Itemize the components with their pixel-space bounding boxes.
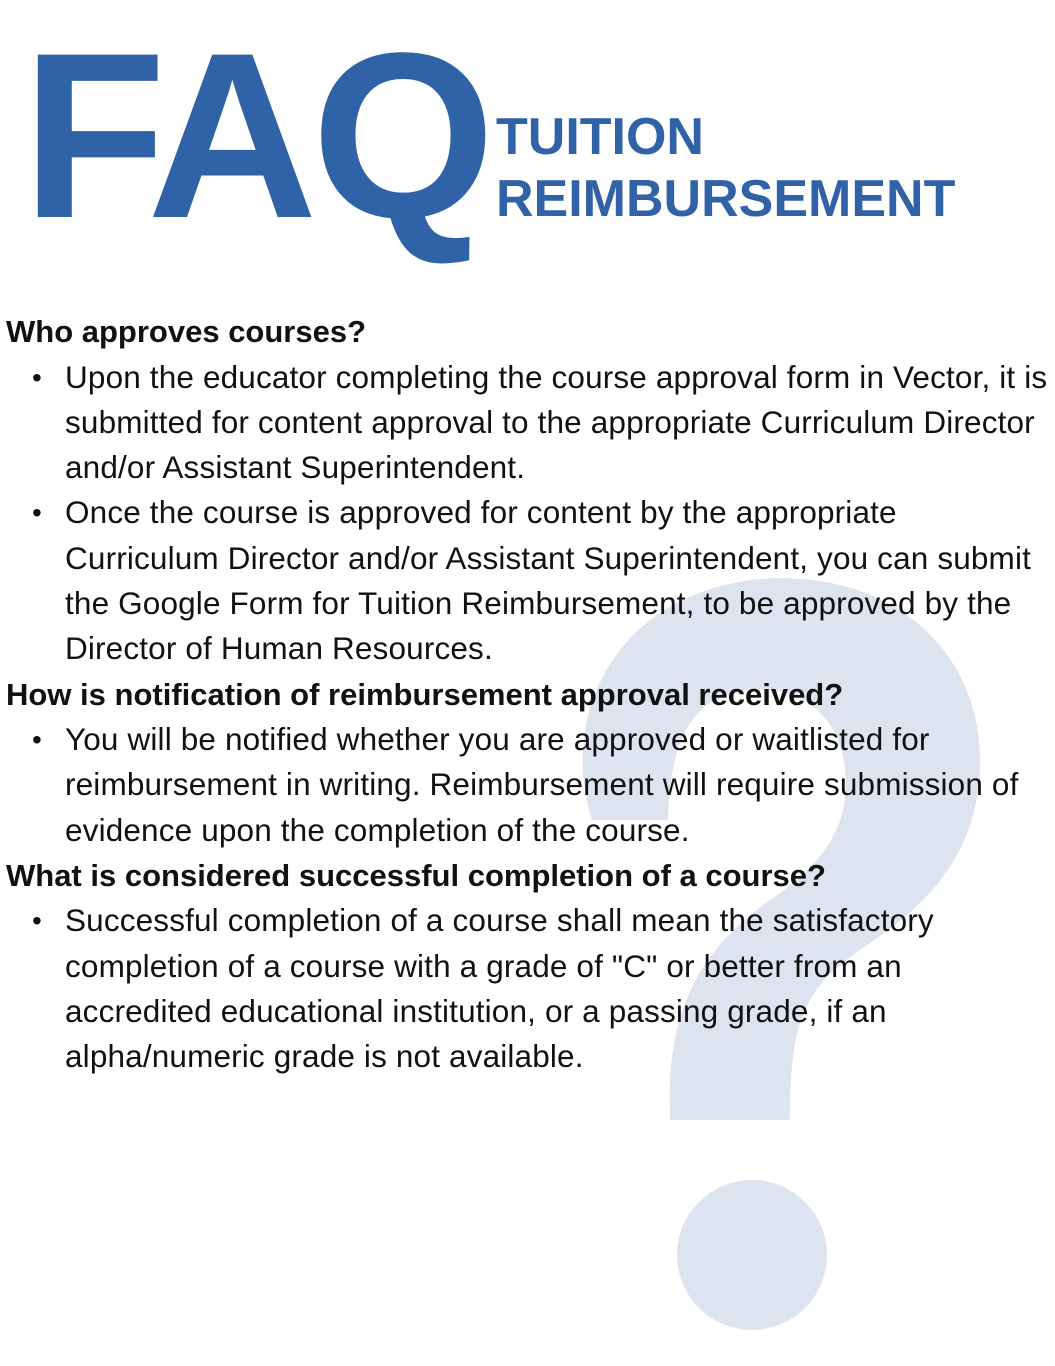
faq-content: [6, 309, 1051, 1080]
faq-section-approval: [6, 309, 1051, 672]
answer-item: [6, 355, 1051, 491]
bullet-icon: •: [32, 905, 42, 937]
bullet-icon: •: [32, 497, 42, 529]
header: [0, 0, 1055, 280]
question-heading: What is considered successful completion of a course?: [6, 857, 826, 893]
answer-item: [6, 490, 1051, 671]
answer-list: [6, 898, 1051, 1079]
question-heading: Who approves courses?: [6, 314, 367, 349]
faq-title: FAQ: [22, 4, 490, 268]
subtitle: [496, 106, 955, 230]
answer-item: [6, 898, 1051, 1079]
answer-list: [6, 355, 1051, 672]
faq-section-notification: [6, 672, 1051, 853]
answer-item: [6, 717, 1051, 853]
answer-text: Upon the educator completing the course approval form in Vector, it is submitted for content approval to the appropriate Curriculum Director and/or Assistant Superintendent.: [65, 358, 1048, 486]
answer-text: Once the course is approved for content by the appropriate Curriculum Director and/or Assistant Superintendent, you can submit the Google Form for Tuition Reimbursement, to be approved by the Director of Human Resources.: [65, 494, 1032, 667]
bullet-icon: •: [32, 361, 42, 393]
faq-section-completion: [6, 853, 1051, 1080]
bullet-icon: •: [32, 724, 42, 756]
answer-list: [6, 717, 1051, 853]
answer-text: Successful completion of a course shall mean the satisfactory completion of a course with a grade of "C" or better from an accredited educational institution, or a passing grade, if an alpha/numeric grade is not available.: [65, 902, 934, 1075]
subtitle-line-1: TUITION: [496, 108, 704, 166]
answer-text: You will be notified whether you are approved or waitlisted for reimbursement in writing. Reimbursement will require submission of evidence upon the completion of the course.: [65, 721, 1019, 848]
question-heading: How is notification of reimbursement approval received?: [6, 676, 844, 712]
subtitle-line-2: REIMBURSEMENT: [496, 170, 956, 228]
